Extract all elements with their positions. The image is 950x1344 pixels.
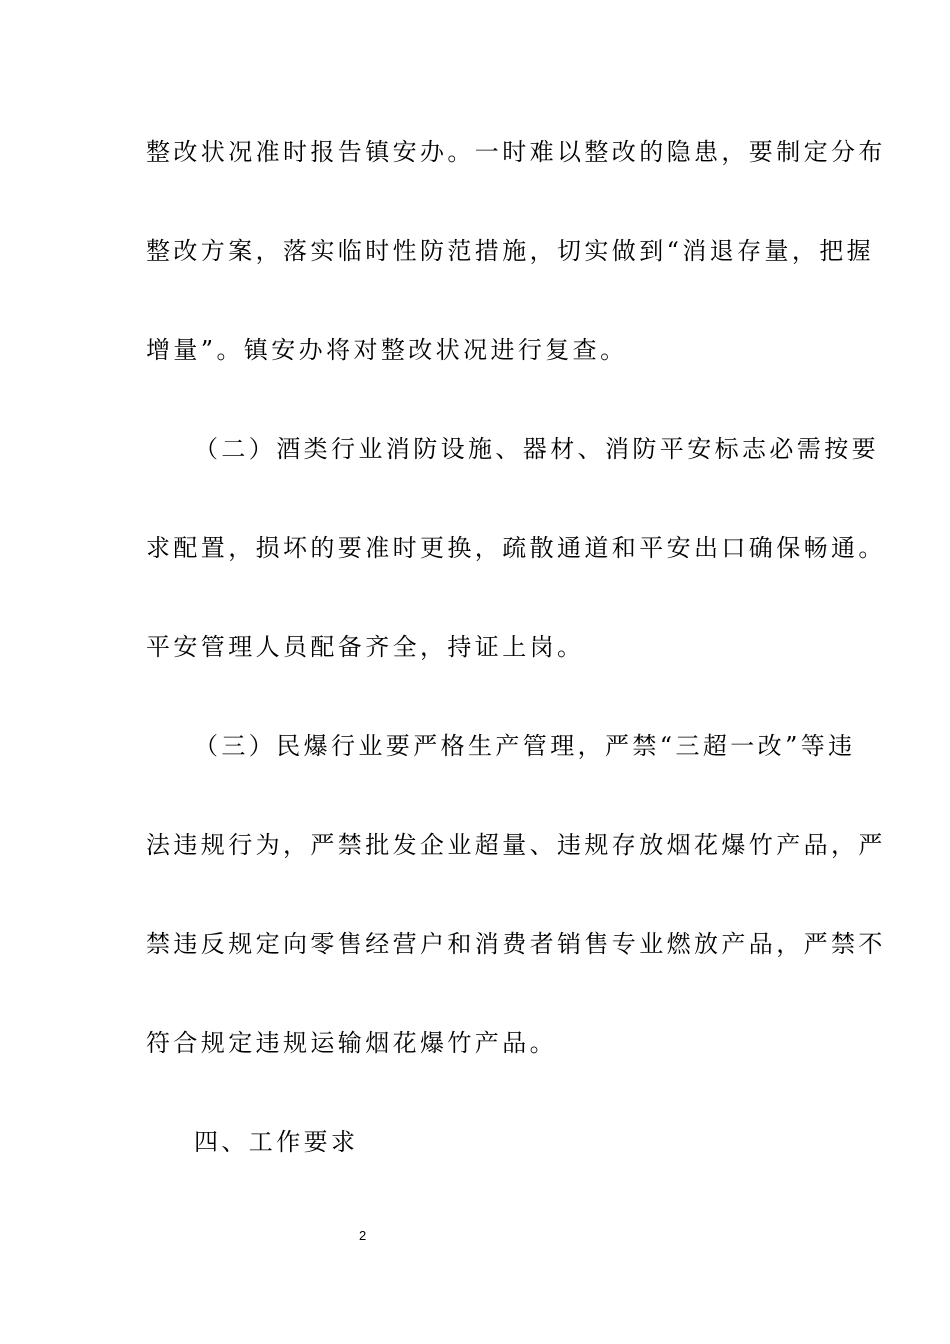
- section-heading: 四、工作要求: [194, 1128, 359, 1156]
- text-line: 平安管理人员配备齐全，持证上岗。: [146, 633, 585, 661]
- text-line: 符合规定违规运输烟花爆竹产品。: [146, 1029, 557, 1057]
- text-line: 法违规行为，严禁批发企业超量、违规存放烟花爆竹产品，严: [146, 831, 886, 859]
- text-line: 禁违反规定向零售经营户和消费者销售专业燃放产品，严禁不: [146, 930, 886, 958]
- text-line: 增量”。镇安办将对整改状况进行复查。: [146, 336, 628, 364]
- text-line: 整改方案，落实临时性防范措施，切实做到“消退存量，把握: [146, 237, 875, 265]
- page-number: 2: [359, 1228, 367, 1243]
- text-line: 整改状况准时报告镇安办。一时难以整改的隐患，要制定分布: [146, 138, 886, 166]
- text-line: （二）酒类行业消防设施、器材、消防平安标志必需按要: [194, 435, 879, 463]
- text-line: （三）民爆行业要严格生产管理，严禁“三超一改”等违: [194, 732, 856, 760]
- text-line: 求配置，损坏的要准时更换，疏散通道和平安出口确保畅通。: [146, 534, 886, 562]
